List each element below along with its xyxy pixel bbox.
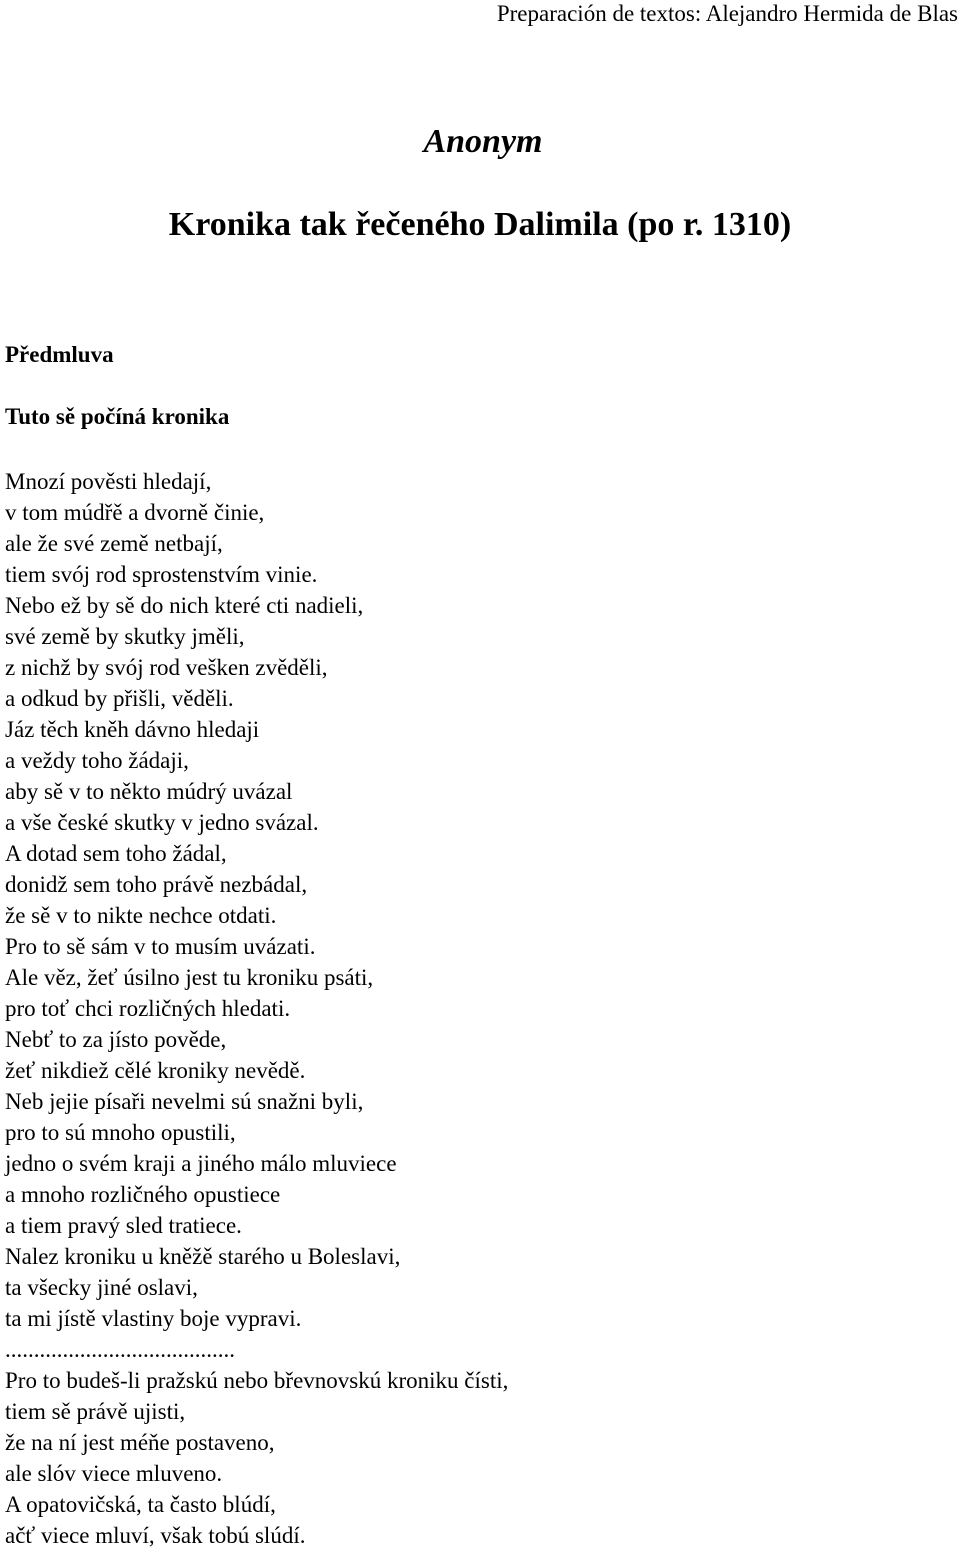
poem-line: své země by skutky jměli, [5, 624, 245, 649]
poem-line: Pro to sě sám v to musím uvázati. [5, 934, 316, 959]
poem-line: že na ní jest méňe postaveno, [5, 1430, 275, 1455]
poem-line: že sě v to nikte nechce otdati. [5, 903, 277, 928]
author-name: Anonym [423, 123, 543, 160]
poem-line: Nebo ež by sě do nich které cti nadieli, [5, 593, 364, 618]
poem-line: a vše české skutky v jedno svázal. [5, 810, 319, 835]
poem-line: ale slóv viece mluveno. [5, 1461, 223, 1486]
header-credit: Preparación de textos: Alejandro Hermida de Blas [496, 1, 958, 26]
poem-line: pro toť chci rozličných hledati. [5, 996, 291, 1021]
poem-ellipsis-separator: ........................................ [5, 1337, 235, 1362]
poem-line: ale že své země netbají, [5, 531, 223, 556]
poem-line: donidž sem toho právě nezbádal, [5, 872, 308, 897]
poem-line: A opatovičská, ta často blúdí, [5, 1492, 276, 1517]
poem-line: ta všecky jiné oslavi, [5, 1275, 198, 1300]
section-heading: Předmluva [5, 342, 114, 367]
poem-line: a odkud by přišli, věděli. [5, 686, 234, 711]
poem-line: tiem svój rod sprostenstvím vinie. [5, 562, 318, 587]
poem-line: pro to sú mnoho opustili, [5, 1120, 236, 1145]
work-title: Kronika tak řečeného Dalimila (po r. 1310) [168, 206, 792, 243]
poem-line: Nebť to za jísto pověde, [5, 1027, 227, 1052]
poem-line: Jáz těch kněh dávno hledaji [5, 717, 260, 742]
poem-line: z nichž by svój rod vešken zvěděli, [5, 655, 328, 680]
poem-line: tiem sě právě ujisti, [5, 1399, 186, 1424]
poem-line: a veždy toho žádaji, [5, 748, 189, 773]
poem-line: Neb jejie písaři nevelmi sú snažni byli, [5, 1089, 364, 1114]
poem-line: jedno o svém kraji a jiného málo mluviece [5, 1151, 397, 1176]
poem-line: a tiem pravý sled tratiece. [5, 1213, 242, 1238]
poem-line: v tom múdřě a dvorně činie, [5, 500, 265, 525]
poem-line: aby sě v to někto múdrý uvázal [5, 779, 293, 804]
poem-line: ačť viece mluví, však tobú slúdí. [5, 1523, 306, 1548]
section-subtitle: Tuto sě počíná kronika [5, 404, 230, 429]
poem-line: žeť nikdiež cělé kroniky nevědě. [5, 1058, 306, 1083]
poem-line: ta mi jístě vlastiny boje vypravi. [5, 1306, 302, 1331]
poem-line: Pro to budeš-li pražskú nebo břevnovskú kroniku čísti, [5, 1368, 509, 1393]
poem-line: a mnoho rozličného opustiece [5, 1182, 281, 1207]
poem-line: Nalez kroniku u kněžě starého u Boleslavi, [5, 1244, 401, 1269]
poem-line: Mnozí pověsti hledají, [5, 469, 212, 494]
poem-line: Ale věz, žeť úsilno jest tu kroniku psáti, [5, 965, 374, 990]
poem-line: A dotad sem toho žádal, [5, 841, 227, 866]
poem-text [5, 466, 508, 1551]
